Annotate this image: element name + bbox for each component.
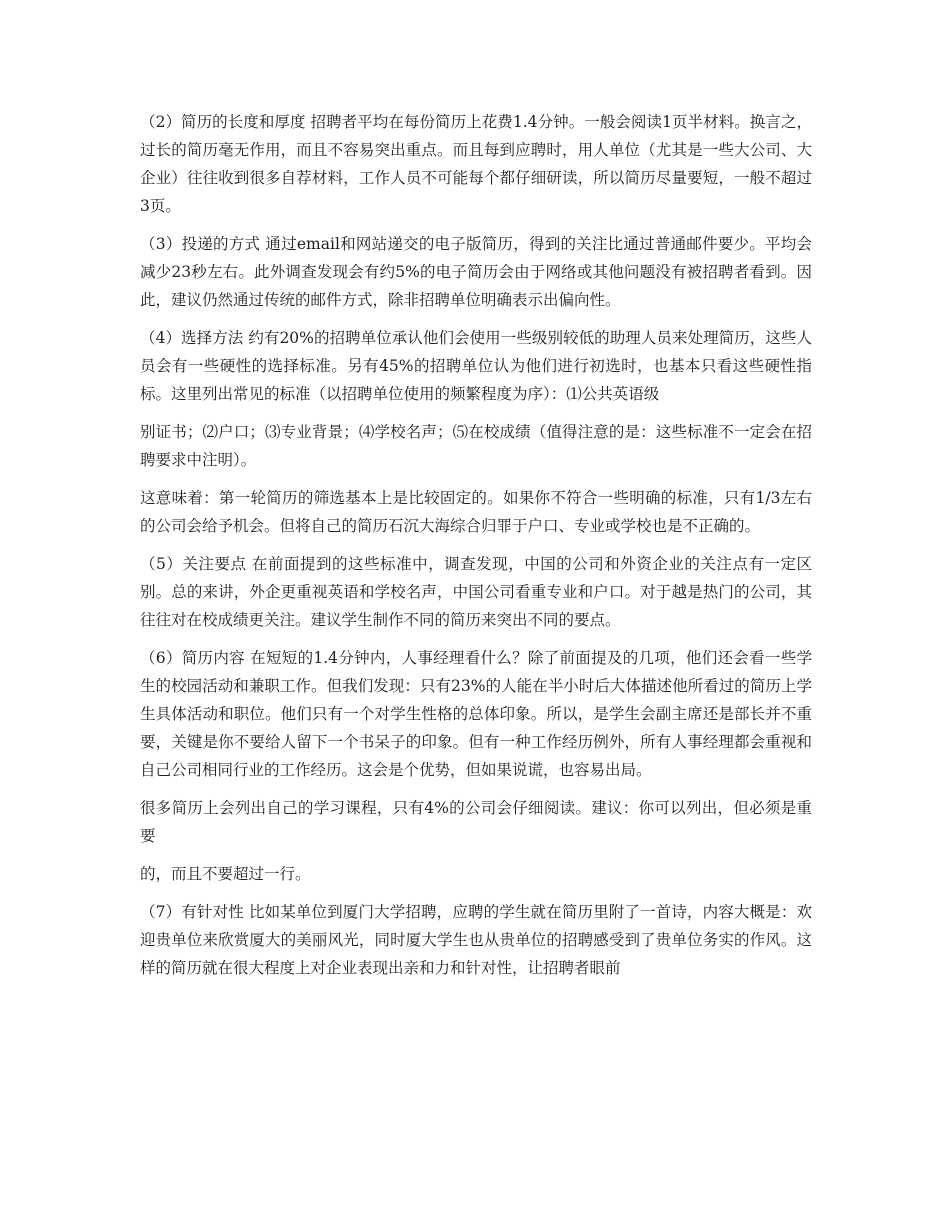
- paragraph-selection-method: （4）选择方法 约有20%的招聘单位承认他们会使用一些级别较低的助理人员来处理简历，这些人员会有一些硬性的选择标准。另有45%的招聘单位认为他们进行初选时，也基本只看这些硬性指标。这里列出常见的标准（以招聘单位使用的频繁程度为序）：⑴公共英语级: [140, 329, 812, 403]
- paragraph-course-list: 很多简历上会列出自己的学习课程，只有4%的公司会仔细阅读。建议：你可以列出，但必须是重要: [140, 799, 812, 845]
- paragraph-first-round-screening: 这意味着：第一轮简历的筛选基本上是比较固定的。如果你不符合一些明确的标准，只有1/3左右的公司会给予机会。但将自己的简历石沉大海综合归罪于户口、专业或学校也是不正确的。: [140, 489, 812, 535]
- paragraph-length-and-thickness: （2）简历的长度和厚度 招聘者平均在每份简历上花费1.4分钟。一般会阅读1页半材料。换言之，过长的简历毫无作用，而且不容易突出重点。而且每到应聘时，用人单位（尤其是一些大公司、大企业）往往收到很多自荐材料，工作人员不可能每个都仔细研读，所以简历尽量要短，一般不超过3页。: [140, 113, 812, 215]
- paragraph-course-list-continued: 的，而且不要超过一行。: [140, 865, 311, 883]
- paragraph-focus-points: （5）关注要点 在前面提到的这些标准中，调查发现，中国的公司和外资企业的关注点有一定区别。总的来讲，外企更重视英语和学校名声，中国公司看重专业和户口。对于越是热门的公司，其往往对在校成绩更关注。建议学生制作不同的简历来突出不同的要点。: [140, 555, 812, 629]
- paragraph-targeting: （7）有针对性 比如某单位到厦门大学招聘，应聘的学生就在简历里附了一首诗，内容大概是：欢迎贵单位来欣赏厦大的美丽风光，同时厦大学生也从贵单位的招聘感受到了贵单位务实的作风。这样的简历就在很大程度上对企业表现出亲和力和针对性，让招聘者眼前: [140, 903, 812, 977]
- document-page: [140, 108, 812, 992]
- paragraph-delivery-method: （3）投递的方式 通过email和网站递交的电子版简历，得到的关注比通过普通邮件要少。平均会减少23秒左右。此外调查发现会有约5%的电子简历会由于网络或其他问题没有被招聘者看到。因此，建议仍然通过传统的邮件方式，除非招聘单位明确表示出偏向性。: [140, 235, 812, 309]
- paragraph-selection-criteria-continued: 别证书；⑵户口；⑶专业背景；⑷学校名声；⑸在校成绩（值得注意的是：这些标准不一定会在招聘要求中注明）。: [140, 423, 812, 469]
- paragraph-resume-content: （6）简历内容 在短短的1.4分钟内，人事经理看什么？除了前面提及的几项，他们还会看一些学生的校园活动和兼职工作。但我们发现：只有23%的人能在半小时后大体描述他所看过的简历上学生具体活动和职位。他们只有一个对学生性格的总体印象。所以，是学生会副主席还是部长并不重要，关键是你不要给人留下一个书呆子的印象。但有一种工作经历例外，所有人事经理都会重视和自己公司相同行业的工作经历。这会是个优势，但如果说谎，也容易出局。: [140, 649, 812, 779]
